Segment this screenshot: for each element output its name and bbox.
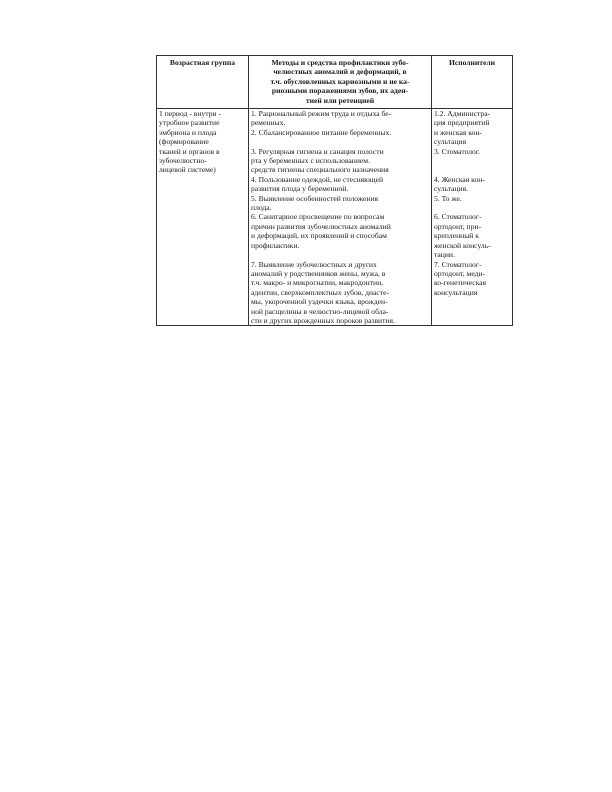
cell-age-group: 1 период - внутри - утробное развитие эмбриона и плода (формирование тканей и органов в зубочелюстно- лицевой системе) — [157, 109, 249, 326]
method-item-2: 2. Сбалансированное питание беременных. — [251, 127, 392, 137]
header-methods: Методы и средства профилактики зубо- челюстных аномалий и деформаций, в т.ч. обусловленных кариозными и не ка- риозными поражениями зубов, их аден- тией или ретенцией — [249, 56, 432, 109]
header-age-group: Возрастная группа — [157, 56, 249, 109]
method-item-6: 6. Санитарное просвещение по вопросам причин развития зубочелюстных аномалий и деформаций, их проявлений и способам профилактики. — [251, 212, 391, 250]
cell-methods — [249, 109, 432, 326]
method-item-5: 5. Выявление особенностей положения плода. — [251, 193, 379, 213]
prevention-table — [156, 55, 513, 326]
table-row — [157, 109, 513, 326]
header-executors: Исполнители — [432, 56, 513, 109]
method-item-1: 1. Рациональный режим труда и отдыха бе- ременных. — [251, 109, 392, 128]
method-item-3: 3. Регулярная гигиена и санация полости рта у беременных с использованием. средств гигиены специального назначения — [251, 146, 389, 175]
method-item-4: 4. Пользование одеждой, не стесняющей развития плода у беременной. — [251, 174, 384, 194]
executor-item-4: 5. То же. — [434, 193, 462, 203]
executor-item-2: 3. Стоматолог. — [434, 146, 481, 156]
table-header-row — [157, 56, 513, 109]
executor-item-6: 7. Стоматолог- ортодонт, меди- ко-генетическая консультация — [434, 259, 487, 297]
executor-item-5: 6. Стоматолог- ортодонт, при- крепленный к женской консуль- тации. — [434, 212, 491, 260]
executor-item-3: 4. Женская кон- сультация. — [434, 174, 485, 194]
cell-executors — [432, 109, 513, 326]
method-item-7: 7. Выявление зубочелюстных и других аномалий у родственников жены, мужа, в т.ч. макро- и микрогнатии, макродонтии, адентии, сверхкомплектных зубов, диасте- мы, укороченной уздечки языка, врожден- ной расщелины в челюстно-лицевой обла- сти и других врожденных пороков развития. — [251, 259, 395, 325]
executor-item-1: 1.2. Администра- ция предприятий и женская кон- сультация — [434, 109, 491, 147]
